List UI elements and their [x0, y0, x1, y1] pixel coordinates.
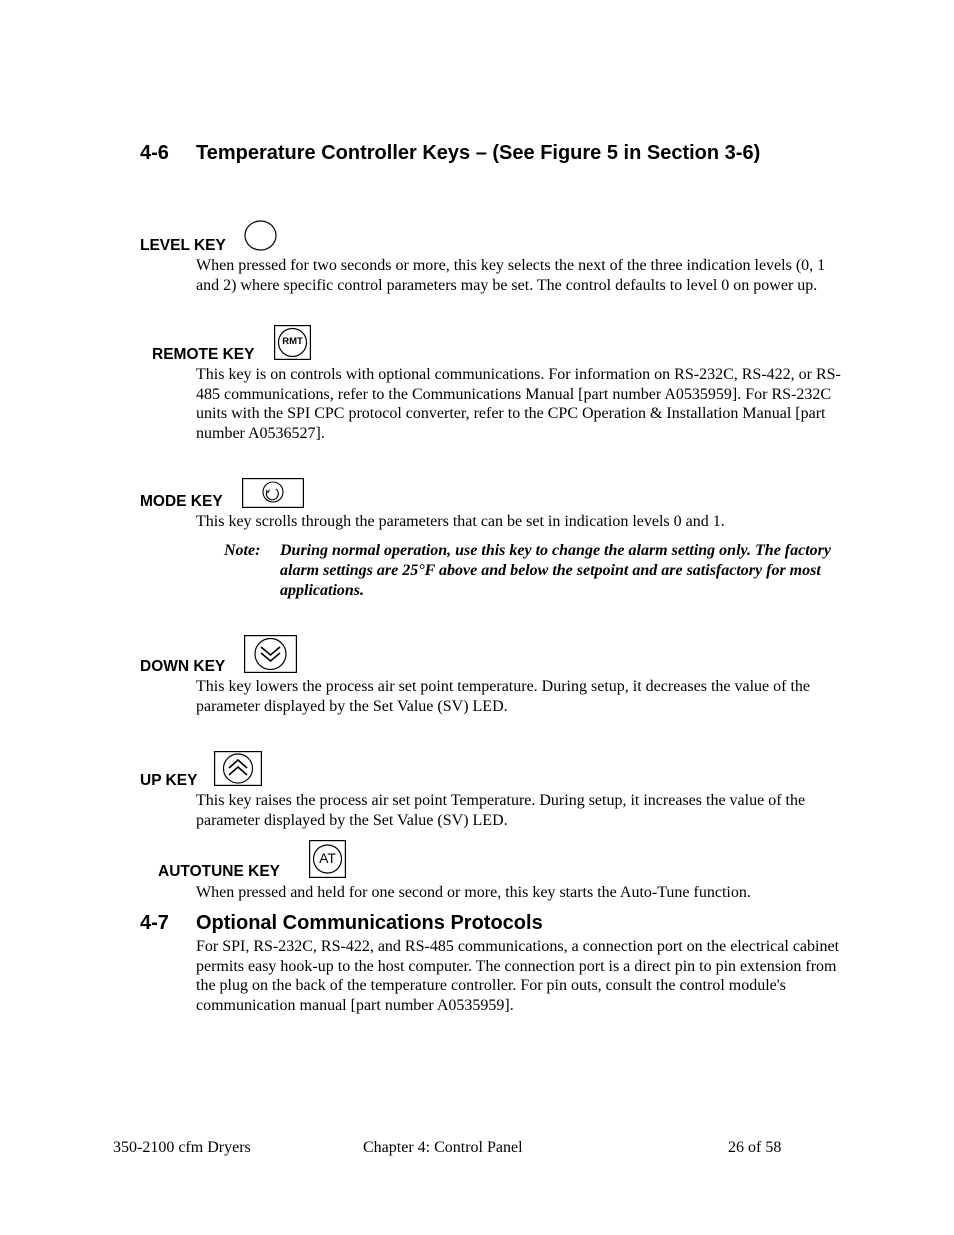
section-number: 4-7 [140, 912, 169, 934]
mode-key-icon [242, 478, 304, 508]
autotune-key-label: AUTOTUNE KEY [158, 863, 281, 880]
footer-page-number: 26 of 58 [728, 1139, 782, 1156]
footer-left: 350-2100 cfm Dryers [113, 1139, 251, 1156]
level-key-icon [244, 220, 277, 251]
down-key-description: This key lowers the process air set point temperature. During setup, it decreases the value of the parameter displayed by the Set Value (SV) LED. [196, 678, 811, 715]
section-number: 4-6 [140, 142, 169, 164]
note-label: Note: [224, 542, 261, 559]
section-4-7-text: For SPI, RS-232C, RS-422, and RS-485 communications, a connection port on the electrical cabinet permits easy hook-up to the host computer. The connection port is a direct pin to pin extension from the plug on the back of the temperature controller. For pin outs, consult the control module's communication manual [part number A0535959]. [196, 938, 840, 1014]
remote-key-icon-text: RMT [282, 336, 303, 347]
section-4-7-heading [140, 912, 543, 935]
section-title: Optional Communications Protocols [196, 912, 543, 934]
footer-center: Chapter 4: Control Panel [363, 1139, 523, 1156]
level-key-description: When pressed for two seconds or more, this key selects the next of the three indication levels (0, 1 and 2) where specific control parameters may be set. The control defaults to level 0 on power up. [196, 257, 826, 294]
up-key-icon [214, 751, 262, 786]
down-key-icon [244, 635, 297, 673]
remote-key-description: This key is on controls with optional communications. For information on RS-232C, RS-422, or RS-485 communications, refer to the Communications Manual [part number A0535959]. For RS-232C units with the SPI CPC protocol converter, refer to the CPC Operation & Installation Manual [part number A0536527]. [196, 366, 841, 442]
autotune-key-description: When pressed and held for one second or more, this key starts the Auto-Tune function. [196, 884, 751, 901]
mode-key-label: MODE KEY [140, 493, 223, 510]
section-title: Temperature Controller Keys – (See Figure 5 in Section 3-6) [196, 142, 761, 164]
up-key-description: This key raises the process air set point Temperature. During setup, it increases the value of the parameter displayed by the Set Value (SV) LED. [196, 792, 806, 829]
section-4-6-heading [140, 142, 760, 165]
down-key-label: DOWN KEY [140, 658, 226, 675]
autotune-key-icon-text: AT [319, 850, 336, 866]
remote-key-label: REMOTE KEY [152, 346, 255, 363]
note-text: During normal operation, use this key to change the alarm setting only. The factory alarm settings are 25°F above and below the setpoint and are satisfactory for most applications. [280, 542, 831, 599]
level-key-label: LEVEL KEY [140, 237, 226, 254]
mode-key-description: This key scrolls through the parameters that can be set in indication levels 0 and 1. [196, 513, 725, 530]
up-key-label: UP KEY [140, 772, 198, 789]
